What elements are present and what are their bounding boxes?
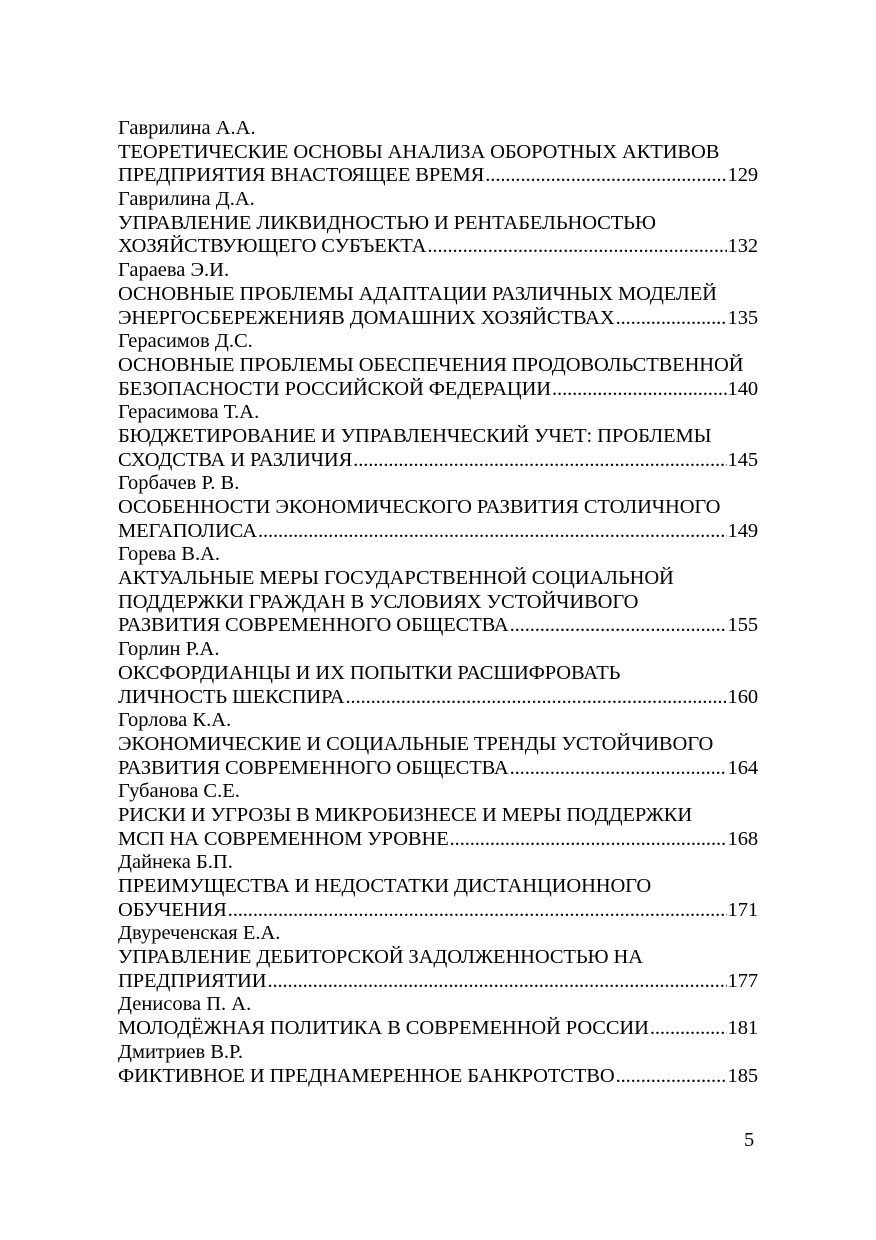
- toc-title-last-line: [118, 520, 758, 544]
- toc-page-number: 140: [727, 377, 758, 400]
- dot-leader: [552, 378, 727, 402]
- table-of-contents: [118, 117, 758, 1088]
- toc-title-last-line: [118, 757, 758, 781]
- toc-author: Двуреченская Е.А.: [118, 922, 281, 945]
- toc-title-text: МСП НА СОВРЕМЕННОМ УРОВНЕ: [118, 827, 449, 850]
- toc-title-last-line: [118, 378, 758, 402]
- toc-author: Гаврилина Д.А.: [118, 188, 255, 211]
- toc-title-last-line: [118, 164, 758, 188]
- toc-title-line: ПОДДЕРЖКИ ГРАЖДАН В УСЛОВИЯХ УСТОЙЧИВОГО: [118, 590, 639, 613]
- toc-title-last-line: [118, 449, 758, 473]
- toc-entry: [118, 543, 758, 638]
- toc-title-last-line: [118, 899, 758, 923]
- toc-page-number: 168: [727, 827, 758, 850]
- toc-page-number: 135: [727, 306, 758, 329]
- toc-title-line: ОКСФОРДИАНЦЫ И ИХ ПОПЫТКИ РАСШИФРОВАТЬ: [118, 661, 621, 684]
- toc-title-last-line: [118, 686, 758, 710]
- dot-leader: [650, 1017, 727, 1041]
- page-number: 5: [744, 1129, 755, 1151]
- toc-page-number: 155: [727, 614, 758, 637]
- toc-title-text: ХОЗЯЙСТВУЮЩЕГО СУБЪЕКТА: [118, 235, 427, 258]
- toc-title-line: УПРАВЛЕНИЕ ДЕБИТОРСКОЙ ЗАДОЛЖЕННОСТЬЮ НА: [118, 946, 643, 969]
- toc-page-number: 129: [727, 164, 758, 187]
- toc-entry: [118, 922, 758, 993]
- toc-entry: [118, 993, 758, 1040]
- toc-title-line: ТЕОРЕТИЧЕСКИЕ ОСНОВЫ АНАЛИЗА ОБОРОТНЫХ АКТИВОВ: [118, 140, 720, 163]
- toc-page-number: 145: [727, 448, 758, 471]
- dot-leader: [346, 686, 727, 710]
- toc-page-number: 185: [727, 1064, 758, 1087]
- toc-author: Герасимов Д.С.: [118, 330, 253, 353]
- toc-title-line: БЮДЖЕТИРОВАНИЕ И УПРАВЛЕНЧЕСКИЙ УЧЕТ: ПРОБЛЕМЫ: [118, 424, 712, 447]
- dot-leader: [616, 1065, 727, 1089]
- dot-leader: [510, 757, 727, 781]
- toc-title-last-line: [118, 614, 758, 638]
- toc-entry: [118, 851, 758, 922]
- toc-author: Горлин Р.А.: [118, 638, 220, 661]
- toc-page-number: 132: [727, 235, 758, 258]
- toc-title-text: МОЛОДЁЖНАЯ ПОЛИТИКА В СОВРЕМЕННОЙ РОССИИ: [118, 1017, 649, 1040]
- toc-author: Гаврилина А.А.: [118, 117, 256, 139]
- toc-title-text: ОБУЧЕНИЯ: [118, 898, 227, 921]
- toc-entry: [118, 117, 758, 188]
- toc-entry: [118, 1041, 758, 1088]
- dot-leader: [353, 449, 726, 473]
- dot-leader: [228, 899, 727, 923]
- toc-author: Гараева Э.И.: [118, 259, 230, 282]
- toc-title-line: ОСНОВНЫЕ ПРОБЛЕМЫ АДАПТАЦИИ РАЗЛИЧНЫХ МОДЕЛЕЙ: [118, 282, 717, 305]
- toc-title-line: ПРЕИМУЩЕСТВА И НЕДОСТАТКИ ДИСТАНЦИОННОГО: [118, 875, 652, 897]
- toc-entry: [118, 709, 758, 780]
- toc-entry: [118, 188, 758, 259]
- toc-author: Горлова К.А.: [118, 709, 232, 732]
- toc-title-text: ПРЕДПРИЯТИИ: [118, 969, 267, 992]
- toc-title-last-line: [118, 1017, 758, 1041]
- toc-title-text: СХОДСТВА И РАЗЛИЧИЯ: [118, 448, 353, 471]
- toc-title-text: ФИКТИВНОЕ И ПРЕДНАМЕРЕННОЕ БАНКРОТСТВО: [118, 1064, 615, 1087]
- dot-leader: [485, 164, 726, 188]
- toc-title-line: УПРАВЛЕНИЕ ЛИКВИДНОСТЬЮ И РЕНТАБЕЛЬНОСТЬЮ: [118, 211, 656, 234]
- toc-author: Горбачев Р. В.: [118, 472, 240, 495]
- toc-title-last-line: [118, 307, 758, 331]
- dot-leader: [616, 307, 727, 331]
- toc-title-text: ЛИЧНОСТЬ ШЕКСПИРА: [118, 685, 345, 708]
- toc-title-line: РИСКИ И УГРОЗЫ В МИКРОБИЗНЕСЕ И МЕРЫ ПОДДЕРЖКИ: [118, 803, 693, 826]
- toc-title-text: МЕГАПОЛИСА: [118, 519, 257, 542]
- toc-title-last-line: [118, 970, 758, 994]
- toc-entry: [118, 401, 758, 472]
- toc-entry: [118, 330, 758, 401]
- toc-page-number: 160: [727, 685, 758, 708]
- toc-entry: [118, 472, 758, 543]
- toc-title-line: ОСНОВНЫЕ ПРОБЛЕМЫ ОБЕСПЕЧЕНИЯ ПРОДОВОЛЬСТВЕННОЙ: [118, 353, 744, 376]
- toc-page-number: 181: [727, 1017, 758, 1040]
- toc-title-text: РАЗВИТИЯ СОВРЕМЕННОГО ОБЩЕСТВА: [118, 614, 509, 637]
- toc-author: Дайнека Б.П.: [118, 851, 233, 874]
- toc-title-text: ПРЕДПРИЯТИЯ ВНАСТОЯЩЕЕ ВРЕМЯ: [118, 164, 485, 187]
- dot-leader: [267, 970, 726, 994]
- toc-title-text: ЭНЕРГОСБЕРЕЖЕНИЯВ ДОМАШНИХ ХОЗЯЙСТВАХ: [118, 306, 615, 329]
- toc-author: Денисова П. А.: [118, 993, 252, 1016]
- toc-title-line: ОСОБЕННОСТИ ЭКОНОМИЧЕСКОГО РАЗВИТИЯ СТОЛИЧНОГО: [118, 496, 721, 518]
- dot-leader: [258, 520, 727, 544]
- toc-entry: [118, 638, 758, 709]
- toc-entry: [118, 259, 758, 330]
- toc-author: Губанова С.Е.: [118, 780, 240, 803]
- toc-page-number: 171: [727, 898, 758, 921]
- toc-title-last-line: [118, 828, 758, 852]
- toc-author: Герасимова Т.А.: [118, 401, 260, 424]
- toc-page-number: 177: [727, 969, 758, 992]
- dot-leader: [510, 614, 727, 638]
- dot-leader: [427, 235, 726, 259]
- toc-author: Горева В.А.: [118, 543, 221, 566]
- toc-title-text: БЕЗОПАСНОСТИ РОССИЙСКОЙ ФЕДЕРАЦИИ: [118, 377, 552, 400]
- toc-title-last-line: [118, 1065, 758, 1089]
- toc-title-line: ЭКОНОМИЧЕСКИЕ И СОЦИАЛЬНЫЕ ТРЕНДЫ УСТОЙЧИВОГО: [118, 732, 714, 755]
- toc-page-number: 149: [727, 519, 758, 542]
- toc-author: Дмитриев В.Р.: [118, 1040, 244, 1063]
- toc-entry: [118, 780, 758, 851]
- dot-leader: [450, 828, 727, 852]
- toc-page-number: 164: [727, 756, 758, 779]
- toc-title-line: АКТУАЛЬНЫЕ МЕРЫ ГОСУДАРСТВЕННОЙ СОЦИАЛЬНОЙ: [118, 567, 674, 590]
- toc-title-text: РАЗВИТИЯ СОВРЕМЕННОГО ОБЩЕСТВА: [118, 756, 509, 779]
- toc-title-last-line: [118, 235, 758, 259]
